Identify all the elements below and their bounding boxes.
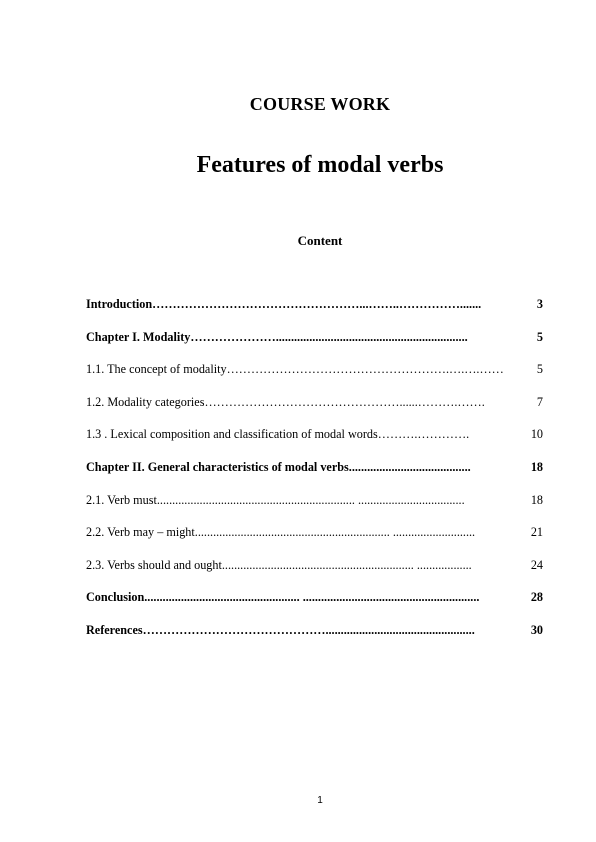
toc-entry-leader: ................................................................. ...................................	[156, 492, 465, 507]
toc-entry-chapter-2	[86, 460, 543, 493]
toc-entry-label: 2.3. Verbs should and ought	[86, 557, 222, 572]
toc-entry-label: 1.2. Modality categories	[86, 394, 205, 409]
toc-entry-label: 2.1. Verb must	[86, 492, 157, 507]
toc-entry-leader: …………………...............................................................	[190, 329, 468, 344]
toc-entry-page: 21	[530, 525, 543, 540]
toc-entry-2-2	[86, 525, 543, 558]
toc-entry-label: Chapter I. Modality	[86, 329, 191, 344]
toc-entry-leader: ……………………………………………….….….……	[226, 362, 504, 377]
toc-entry-label: References	[86, 622, 143, 637]
toc-entry-page: 10	[530, 427, 543, 442]
toc-entry-leader: ……………………………………….................................................	[142, 622, 475, 637]
toc-entry-page: 3	[536, 297, 543, 311]
toc-entry-chapter-1	[86, 330, 543, 363]
toc-entry-page: 7	[536, 394, 543, 409]
toc-entry-1-1	[86, 362, 543, 395]
toc-entry-introduction	[86, 297, 543, 330]
toc-entry-label: Conclusion	[86, 590, 145, 605]
toc-entry-label: Introduction	[86, 297, 153, 311]
toc-entry-label: Chapter II. General characteristics of modal verbs	[86, 459, 349, 474]
toc-entry-2-1	[86, 493, 543, 526]
table-of-contents	[86, 297, 543, 656]
toc-entry-references	[86, 623, 543, 656]
toc-entry-page: 30	[530, 622, 543, 637]
toc-entry-leader: ................................................................ ...........................	[194, 525, 476, 540]
toc-entry-page: 5	[536, 362, 543, 377]
toc-entry-label: 2.2. Verb may – might	[86, 525, 195, 540]
toc-entry-page: 5	[536, 329, 543, 344]
content-heading: Content	[297, 233, 343, 248]
page-number: 1	[317, 795, 323, 806]
toc-entry-leader: ........................................	[348, 459, 471, 474]
toc-entry-conclusion	[86, 590, 543, 623]
toc-entry-page: 24	[530, 557, 543, 572]
toc-entry-page: 18	[530, 492, 543, 507]
toc-entry-page: 18	[530, 459, 543, 474]
toc-entry-leader: ................................................... ..........................................................	[144, 590, 480, 605]
toc-entry-leader: ............................................................... ..................	[221, 557, 472, 572]
toc-entry-label: 1.1. The concept of modality	[86, 362, 227, 377]
toc-entry-leader: …………………………………………......……….…….	[204, 394, 485, 409]
document-title: Features of modal verbs	[196, 152, 444, 178]
toc-entry-2-3	[86, 558, 543, 591]
toc-entry-leader: ……….………….	[377, 427, 470, 442]
toc-entry-1-3	[86, 427, 543, 460]
toc-entry-leader: ……………………………………………...……..…………….......	[152, 297, 482, 311]
toc-entry-page: 28	[530, 590, 543, 605]
course-work-label: COURSE WORK	[249, 94, 391, 114]
toc-entry-label: 1.3 . Lexical composition and classification of modal words	[86, 427, 378, 442]
toc-entry-1-2	[86, 395, 543, 428]
